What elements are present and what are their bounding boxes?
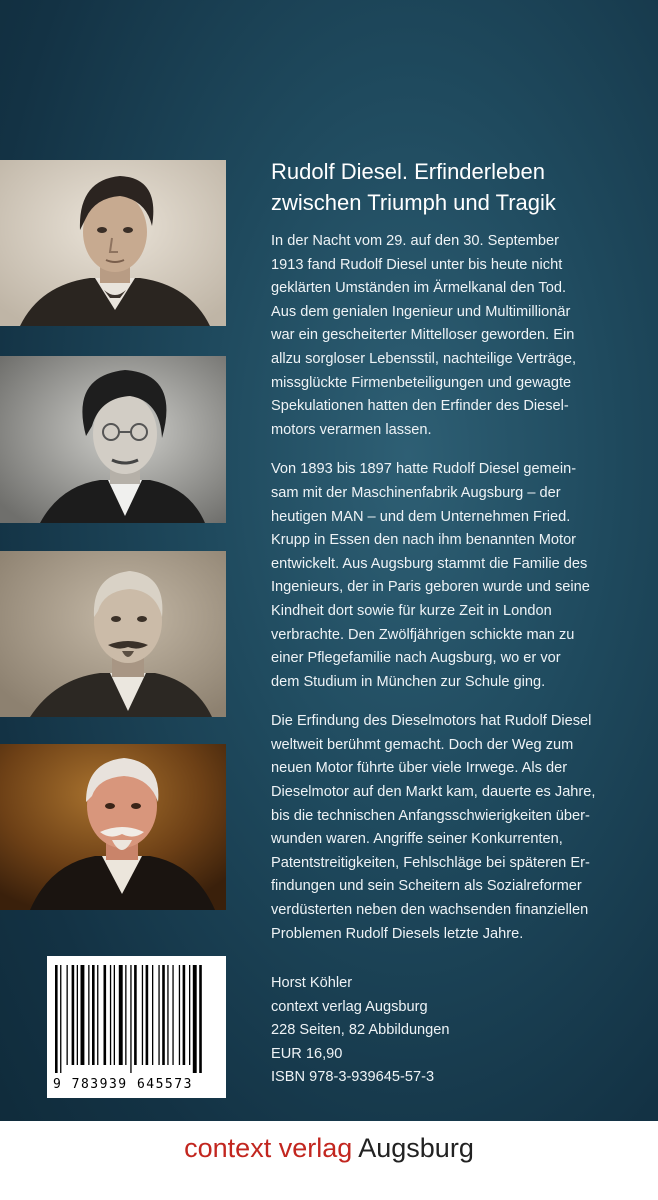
author: Horst Köhler xyxy=(271,975,353,991)
publisher-footer xyxy=(0,1121,658,1200)
portrait-middle-aged xyxy=(0,551,226,717)
barcode-bar xyxy=(130,965,131,1073)
book-title-text: Rudolf Diesel. Erfinderleben zwischen Triumph und Tragik xyxy=(271,159,556,215)
page-count: 228 Seiten, 82 Abbildungen xyxy=(271,1022,450,1038)
portrait-with-glasses xyxy=(0,356,226,523)
barcode-bar xyxy=(189,965,190,1065)
barcode-bar xyxy=(110,965,111,1065)
barcode-bars xyxy=(55,965,217,1073)
blurb-paragraph-1: In der Nacht vom 29. auf den 30. September 1913 fand Rudolf Diesel unter bis heute nicht geklärten Umständen im Ärmelkanal den Tod. Aus dem genialen Ingenieur und Multimillionär war ein gescheiterter Mittelloser geworden. Ein allzu sorgloser Lebensstil, nachteilige Verträge, missglückte Firmenbeteiligungen und gewagte Spekulationen hatten den Erfinder des Diesel- motors verarmen lassen. xyxy=(271,233,577,438)
barcode-bar xyxy=(183,965,186,1065)
blurb xyxy=(271,230,643,962)
publisher: context verlag Augsburg xyxy=(271,998,428,1015)
barcode-bar xyxy=(125,965,126,1065)
barcode-bar xyxy=(172,965,173,1065)
barcode-digits: 9 783939 645573 xyxy=(53,1077,193,1092)
barcode-bar xyxy=(72,965,75,1065)
price: EUR 16,90 xyxy=(271,1045,343,1062)
barcode-bar xyxy=(60,965,61,1073)
book-info xyxy=(271,972,571,1090)
blurb-paragraph-2: Von 1893 bis 1897 hatte Rudolf Diesel gemein- sam mit der Maschinenfabrik Augsburg – der heutigen MAN – und dem Unternehmen Fried. Krupp in Essen den nach ihm benannten Motor entwickelt. Aus Augsburg stammt die Familie des Ingenieurs, der in Paris geboren wurde und seine Kindheit dort sowie für kurze Zeit in London verbrachte. Den Zwölfjährigen schickte man zu einer Pflegefamilie nach Augsburg, wo er vor dem Studium in München zur Schule ging. xyxy=(271,461,590,690)
barcode-bar xyxy=(193,965,197,1073)
barcode-bar xyxy=(55,965,58,1073)
barcode-bar xyxy=(81,965,85,1065)
barcode-bar xyxy=(199,965,202,1073)
barcode-bar xyxy=(146,965,149,1065)
barcode-bar xyxy=(162,965,165,1065)
blurb-paragraph-3: Die Erfindung des Dieselmotors hat Rudolf Diesel weltweit berühmt gemacht. Doch der Weg zum neuen Motor führte über viele Irrwege. Als der Dieselmotor auf den Markt kam, dauerte es Jahre, bis die technischen Anfangsschwierigkeiten über- wunden waren. Angriffe seiner Konkurrenten, Patentstreitigkeiten, Fehlschläge bei späteren Er- findungen und sein Scheitern als Sozialreformer verdüsterten neben den wachsenden finanziellen Problemen Rudolf Diesels letzte Jahre. xyxy=(271,713,596,942)
barcode-bar xyxy=(142,965,143,1065)
barcode-bar xyxy=(158,965,159,1065)
barcode-bar xyxy=(67,965,68,1065)
barcode-bar xyxy=(88,965,89,1065)
barcode-bar xyxy=(134,965,137,1065)
barcode-bar xyxy=(77,965,78,1065)
book-title xyxy=(271,156,641,218)
barcode-bar xyxy=(114,965,115,1065)
barcode xyxy=(47,956,226,1098)
barcode-bar xyxy=(104,965,107,1065)
barcode-bar xyxy=(119,965,123,1065)
footer-city: Augsburg xyxy=(358,1133,474,1163)
portrait-painting xyxy=(0,744,226,910)
barcode-bar xyxy=(167,965,168,1065)
barcode-bar xyxy=(92,965,95,1065)
footer-publisher: context verlag xyxy=(184,1133,353,1163)
portrait-young xyxy=(0,160,226,326)
barcode-bar xyxy=(179,965,180,1065)
barcode-bar xyxy=(152,965,153,1065)
barcode-bar xyxy=(97,965,98,1065)
isbn: ISBN 978-3-939645-57-3 xyxy=(271,1069,435,1085)
publisher-logo xyxy=(0,1133,658,1164)
